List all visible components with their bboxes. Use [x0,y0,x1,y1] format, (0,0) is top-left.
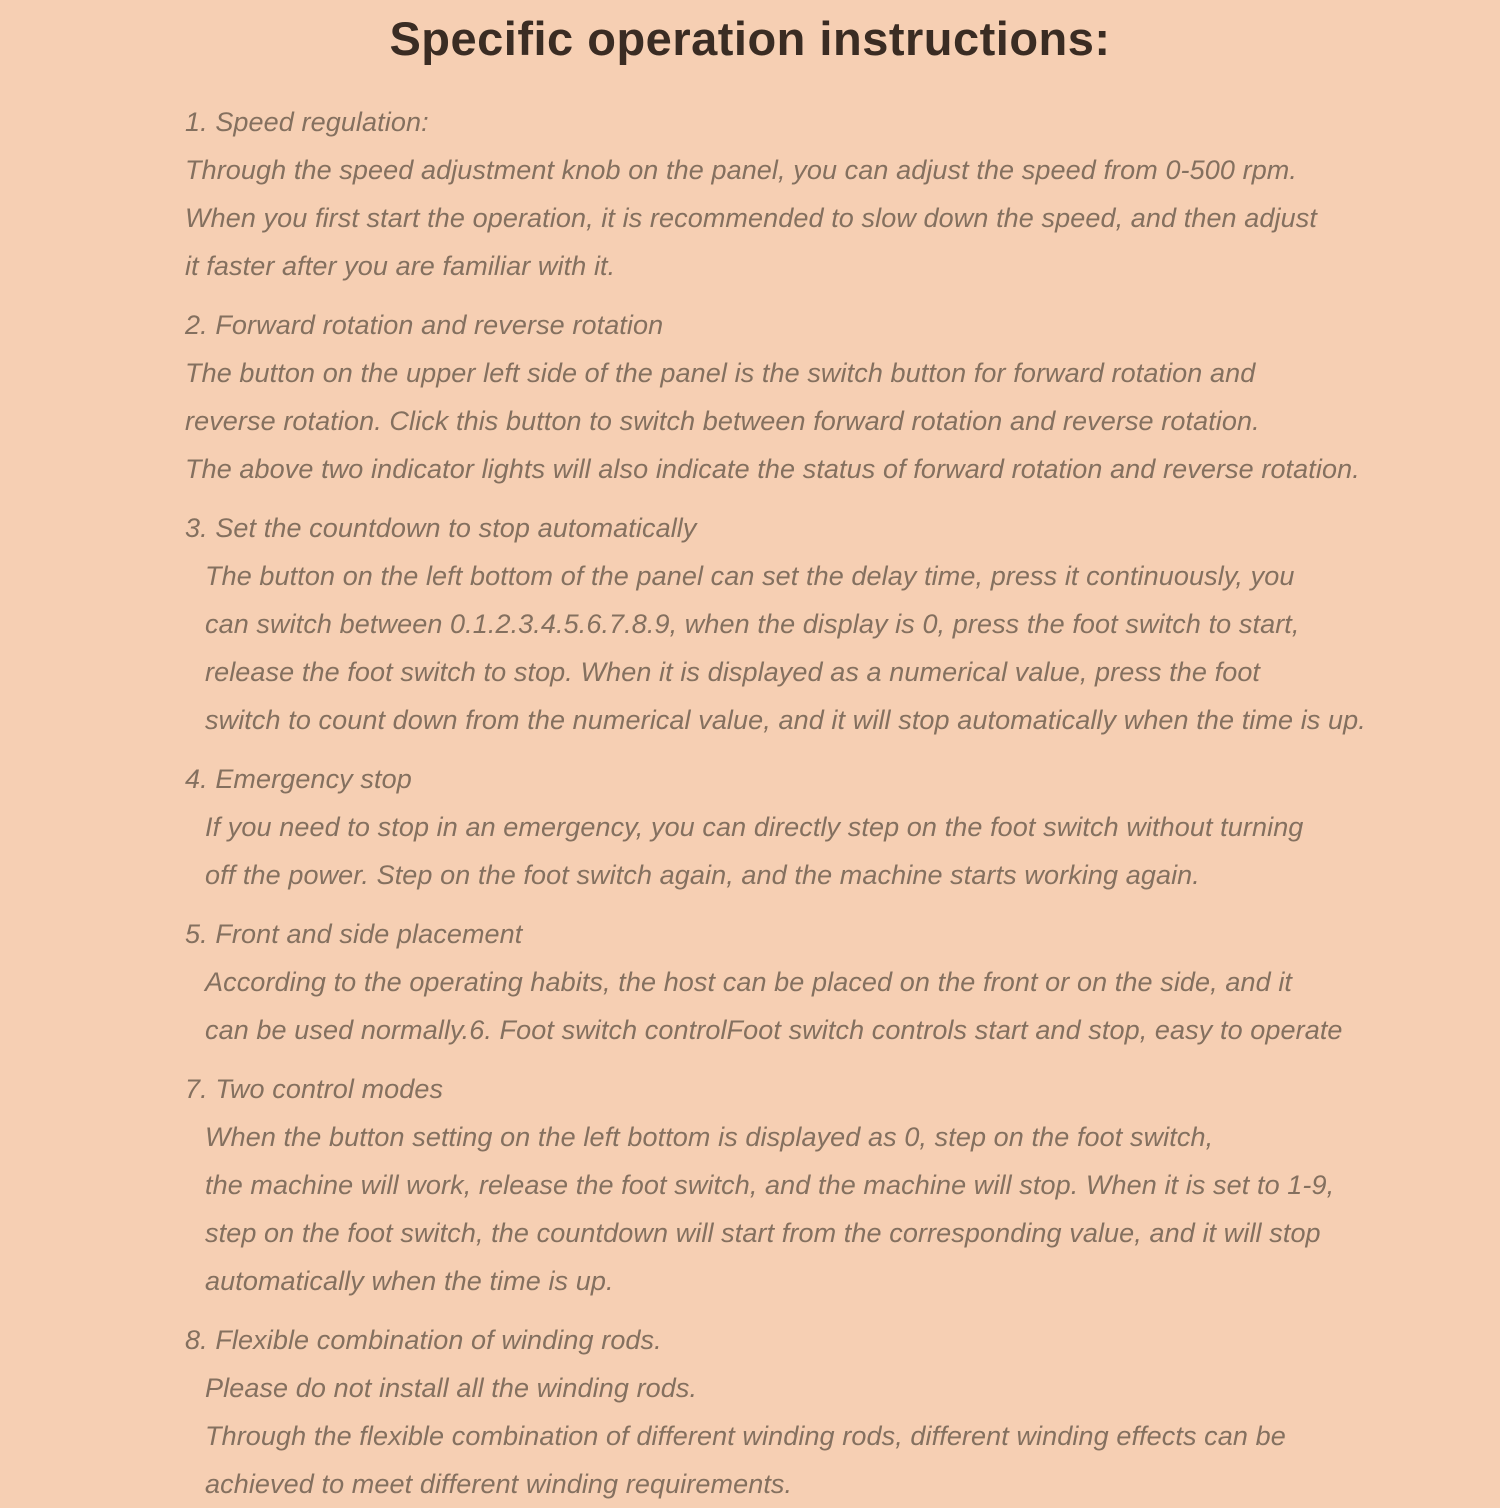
section-line: off the power. Step on the foot switch again, and the machine starts working again. [205,860,1200,890]
section-line: When you first start the operation, it is recommended to slow down the speed, and then adjust [185,203,1317,233]
instruction-section [185,910,1450,1054]
section-heading: 3. Set the countdown to stop automatically [185,513,697,543]
section-heading: 8. Flexible combination of winding rods. [185,1325,662,1355]
section-line: achieved to meet different winding requirements. [205,1469,793,1499]
section-line: reverse rotation. Click this button to switch between forward rotation and reverse rotation. [185,406,1260,436]
instruction-section [185,98,1450,290]
section-line: it faster after you are familiar with it. [185,251,616,281]
section-line: release the foot switch to stop. When it is displayed as a numerical value, press the foot [205,657,1261,687]
section-line: If you need to stop in an emergency, you can directly step on the foot switch without turning [205,812,1304,842]
section-line: The above two indicator lights will also indicate the status of forward rotation and reverse rotation. [185,454,1360,484]
section-line: the machine will work, release the foot switch, and the machine will stop. When it is set to 1-9, [205,1170,1335,1200]
section-heading: 5. Front and side placement [185,919,523,949]
instruction-section [185,1316,1450,1508]
section-line: The button on the left bottom of the panel can set the delay time, press it continuously, you [205,561,1295,591]
instructions-list [0,98,1500,1508]
section-heading: 4. Emergency stop [185,764,412,794]
section-heading: 2. Forward rotation and reverse rotation [185,310,664,340]
section-line: Through the flexible combination of different winding rods, different winding effects can be [205,1421,1286,1451]
instruction-section [185,1065,1450,1305]
section-line: The button on the upper left side of the panel is the switch button for forward rotation and [185,358,1256,388]
instruction-section [185,504,1450,744]
section-line: can be used normally.6. Foot switch controlFoot switch controls start and stop, easy to operate [205,1015,1343,1045]
instruction-section [185,301,1450,493]
section-line: When the button setting on the left bottom is displayed as 0, step on the foot switch, [205,1122,1214,1152]
page-title: Specific operation instructions: [389,12,1111,65]
section-line: automatically when the time is up. [205,1266,614,1296]
section-line: switch to count down from the numerical value, and it will stop automatically when the time is up. [205,705,1366,735]
instruction-section [185,755,1450,899]
section-heading: 1. Speed regulation: [185,107,429,137]
section-line: According to the operating habits, the host can be placed on the front or on the side, and it [205,967,1293,997]
section-line: Please do not install all the winding rods. [205,1373,698,1403]
section-heading: 7. Two control modes [185,1074,444,1104]
section-line: Through the speed adjustment knob on the panel, you can adjust the speed from 0-500 rpm. [185,155,1298,185]
section-line: step on the foot switch, the countdown will start from the corresponding value, and it will stop [205,1218,1321,1248]
section-line: can switch between 0.1.2.3.4.5.6.7.8.9, when the display is 0, press the foot switch to start, [205,609,1300,639]
